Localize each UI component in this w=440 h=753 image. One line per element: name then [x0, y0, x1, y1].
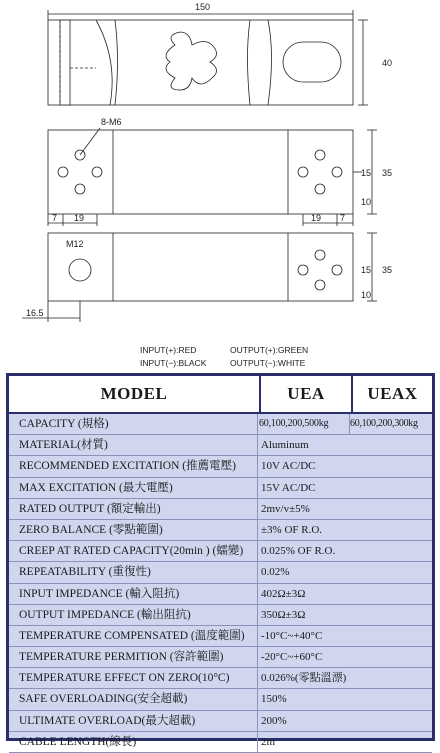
wire-input-plus: INPUT(+):RED — [140, 345, 197, 355]
spec-label: CREEP AT RATED CAPACITY(20min ) (蠕變) — [19, 545, 244, 558]
spec-label: MATERIAL(材質) — [19, 439, 108, 452]
spec-value: 350Ω±3Ω — [261, 608, 306, 621]
table-row — [9, 626, 432, 647]
table-row — [9, 541, 432, 562]
spec-label: INPUT IMPEDANCE (輸入阻抗) — [19, 587, 180, 600]
table-row — [9, 689, 432, 710]
hole-label: 8-M6 — [101, 117, 122, 127]
spec-value: 0.025% OF R.O. — [261, 545, 336, 558]
spec-value: ±3% OF R.O. — [261, 523, 323, 536]
dim-7-left: 7 — [52, 213, 58, 223]
table-row — [9, 647, 432, 668]
spec-value: 2mv/v±5% — [261, 502, 310, 515]
spec-value: -20°C~+60°C — [261, 651, 323, 664]
table-row — [9, 732, 432, 753]
table-row — [9, 584, 432, 605]
spec-rows — [9, 414, 432, 753]
spec-label: CAPACITY (規格) — [19, 418, 109, 430]
dim-length: 150 — [195, 2, 211, 12]
spec-value: 150% — [261, 693, 287, 706]
dim-19-left: 19 — [74, 213, 85, 223]
dim-15-bottom: 15 — [361, 265, 372, 275]
wire-input-minus: INPUT(−):BLACK — [140, 358, 207, 368]
table-row — [9, 499, 432, 520]
table-row — [9, 668, 432, 689]
spec-label: MAX EXCITATION (最大電壓) — [19, 481, 173, 494]
dim-10-bottom: 10 — [361, 290, 372, 300]
spec-header — [9, 376, 432, 414]
spec-value: 15V AC/DC — [261, 481, 316, 494]
model-ueax: UEAX — [367, 384, 418, 403]
wire-output-plus: OUTPUT(+):GREEN — [230, 345, 309, 355]
table-row — [9, 478, 432, 499]
spec-label: TEMPERATURE COMPENSATED (溫度範圍) — [19, 629, 245, 642]
spec-value: 402Ω±3Ω — [261, 587, 306, 600]
spec-label: OUTPUT IMPEDANCE (輸出阻抗) — [19, 608, 191, 621]
wire-output-minus: OUTPUT(−):WHITE — [230, 358, 306, 368]
capacity-uea: 60,100,200,500kg — [259, 418, 329, 429]
dim-height: 40 — [382, 58, 393, 68]
spec-row-capacity — [9, 414, 432, 435]
table-row — [9, 562, 432, 583]
dim-16-5: 16.5 — [26, 308, 44, 318]
spec-label: ULTIMATE OVERLOAD(最大超載) — [19, 714, 196, 727]
dim-19-right: 19 — [311, 213, 322, 223]
load-cell-drawing — [0, 0, 440, 340]
spec-label: TEMPERATURE PERMITION (容許範圍) — [19, 651, 224, 664]
table-row — [9, 605, 432, 626]
spec-label: TEMPERATURE EFFECT ON ZERO(10°C) — [19, 672, 230, 685]
table-row — [9, 711, 432, 732]
spec-value: 10V AC/DC — [261, 460, 316, 473]
table-row — [9, 456, 432, 477]
bore-label: M12 — [66, 239, 84, 249]
spec-value: Aluminum — [261, 439, 309, 452]
spec-table — [6, 373, 435, 748]
model-heading: MODEL — [100, 384, 168, 403]
spec-value: 0.026%(零點溫漂) — [261, 672, 347, 685]
spec-value: 0.02% — [261, 566, 290, 579]
dim-10-top: 10 — [361, 197, 372, 207]
dim-35-top: 35 — [382, 168, 393, 178]
spec-value: 2m — [261, 735, 276, 748]
spec-label: SAFE OVERLOADING(安全超載) — [19, 693, 188, 706]
table-row — [9, 520, 432, 541]
dim-35-bottom: 35 — [382, 265, 393, 275]
table-row — [9, 435, 432, 456]
spec-label: REPEATABILITY (重復性) — [19, 566, 151, 579]
dim-7-right: 7 — [340, 213, 346, 223]
dim-15-top: 15 — [361, 168, 372, 178]
spec-label: CABLE LENGTH(線長) — [19, 735, 137, 748]
capacity-ueax: 60,100,200,300kg — [350, 418, 418, 429]
spec-value: 200% — [261, 714, 287, 727]
spec-label: ZERO BALANCE (零點範圍) — [19, 523, 163, 536]
spec-label: RECOMMENDED EXCITATION (推薦電壓) — [19, 460, 236, 473]
model-uea: UEA — [287, 384, 325, 403]
spec-value: -10°C~+40°C — [261, 629, 323, 642]
spec-label: RATED OUTPUT (額定輸出) — [19, 502, 161, 515]
